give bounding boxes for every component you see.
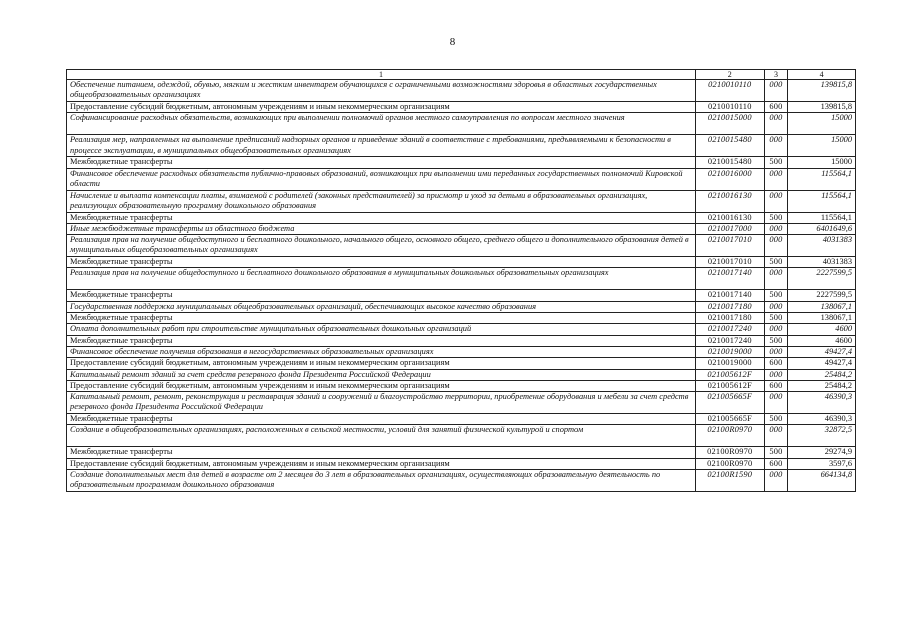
table-row bbox=[67, 268, 856, 290]
row-name: Межбюджетные трансферты bbox=[67, 313, 696, 324]
row-code: 0210017140 bbox=[695, 290, 764, 301]
table-row bbox=[67, 290, 856, 301]
column-header-4: 4 bbox=[788, 70, 856, 80]
row-code: 0210016130 bbox=[695, 190, 764, 212]
table-row bbox=[67, 257, 856, 268]
row-type: 500 bbox=[764, 335, 788, 346]
row-type: 000 bbox=[764, 113, 788, 135]
row-amount: 138067,1 bbox=[788, 301, 856, 312]
row-type: 000 bbox=[764, 470, 788, 492]
row-code: 0210016130 bbox=[695, 212, 764, 223]
row-amount: 115564,1 bbox=[788, 190, 856, 212]
table-row bbox=[67, 392, 856, 414]
table-row bbox=[67, 157, 856, 168]
table-row bbox=[67, 369, 856, 380]
row-name: Начисление и выплата компенсации платы, взимаемой с родителей (законных представителей) за присмотр и уход за детьми в образовательных организациях, реализующих образовательную программу дошкольного образования bbox=[67, 190, 696, 212]
row-amount: 6401649,6 bbox=[788, 223, 856, 234]
row-amount: 139815,8 bbox=[788, 80, 856, 102]
row-code: 0210019000 bbox=[695, 358, 764, 369]
column-header-1: 1 bbox=[67, 70, 696, 80]
row-type: 500 bbox=[764, 157, 788, 168]
table-row bbox=[67, 113, 856, 135]
row-amount: 4600 bbox=[788, 335, 856, 346]
row-name: Реализация прав на получение общедоступного и бесплатного дошкольного образования в муниципальных дошкольных образовательных организациях bbox=[67, 268, 696, 290]
budget-table bbox=[66, 69, 856, 492]
row-amount: 115564,1 bbox=[788, 168, 856, 190]
row-type: 000 bbox=[764, 392, 788, 414]
column-header-2: 2 bbox=[695, 70, 764, 80]
row-name: Межбюджетные трансферты bbox=[67, 257, 696, 268]
row-name: Софинансирование расходных обязательств, возникающих при выполнении полномочий органов местного самоуправления по вопросам местного значения bbox=[67, 113, 696, 135]
row-type: 000 bbox=[764, 301, 788, 312]
row-type: 000 bbox=[764, 80, 788, 102]
row-code: 0210019000 bbox=[695, 346, 764, 357]
row-type: 500 bbox=[764, 257, 788, 268]
row-amount: 49427,4 bbox=[788, 358, 856, 369]
row-type: 000 bbox=[764, 324, 788, 335]
table-row bbox=[67, 212, 856, 223]
row-type: 600 bbox=[764, 458, 788, 469]
row-type: 000 bbox=[764, 168, 788, 190]
table-row bbox=[67, 425, 856, 447]
row-amount: 29274,9 bbox=[788, 447, 856, 458]
row-name: Государственная поддержка муниципальных общеобразовательных организаций, обеспечивающих высокое качество образования bbox=[67, 301, 696, 312]
row-type: 500 bbox=[764, 290, 788, 301]
row-name: Капитальный ремонт, ремонт, реконструкция и реставрация зданий и сооружений и благоустройство территории, приобретение оборудования и мебели за счет средств резервного фонда Президента Российской Федерации bbox=[67, 392, 696, 414]
row-amount: 15000 bbox=[788, 113, 856, 135]
row-amount: 46390,3 bbox=[788, 414, 856, 425]
row-type: 600 bbox=[764, 358, 788, 369]
row-amount: 115564,1 bbox=[788, 212, 856, 223]
row-code: 0210017140 bbox=[695, 268, 764, 290]
row-type: 500 bbox=[764, 414, 788, 425]
table-row bbox=[67, 102, 856, 113]
table-row bbox=[67, 470, 856, 492]
row-code: 0210010110 bbox=[695, 102, 764, 113]
row-code: 0210015000 bbox=[695, 113, 764, 135]
row-code: 021005612F bbox=[695, 380, 764, 391]
row-type: 000 bbox=[764, 425, 788, 447]
row-code: 02100R1590 bbox=[695, 470, 764, 492]
row-amount: 15000 bbox=[788, 135, 856, 157]
row-type: 500 bbox=[764, 447, 788, 458]
row-amount: 664134,8 bbox=[788, 470, 856, 492]
row-name: Оплата дополнительных работ при строительстве муниципальных образовательных дошкольных организаций bbox=[67, 324, 696, 335]
table-row bbox=[67, 80, 856, 102]
row-type: 000 bbox=[764, 268, 788, 290]
row-code: 0210017240 bbox=[695, 324, 764, 335]
table-row bbox=[67, 324, 856, 335]
table-row bbox=[67, 235, 856, 257]
row-code: 0210017010 bbox=[695, 235, 764, 257]
row-name: Финансовое обеспечение расходных обязательств публично-правовых образований, возникающих при выполнении ими переданных государственных полномочий Кировской области bbox=[67, 168, 696, 190]
row-name: Предоставление субсидий бюджетным, автономным учреждениям и иным некоммерческим организациям bbox=[67, 458, 696, 469]
row-type: 000 bbox=[764, 346, 788, 357]
row-code: 0210017010 bbox=[695, 257, 764, 268]
row-amount: 4031383 bbox=[788, 257, 856, 268]
row-amount: 4031383 bbox=[788, 235, 856, 257]
row-type: 000 bbox=[764, 223, 788, 234]
row-name: Межбюджетные трансферты bbox=[67, 212, 696, 223]
row-name: Создание дополнительных мест для детей в возрасте от 2 месяцев до 3 лет в образовательных организациях, осуществляющих образовательную деятельность по образовательным программам дошкольного образования bbox=[67, 470, 696, 492]
row-amount: 25484,2 bbox=[788, 380, 856, 391]
row-type: 600 bbox=[764, 380, 788, 391]
row-name: Создание в общеобразовательных организациях, расположенных в сельской местности, условий для занятий физической культурой и спортом bbox=[67, 425, 696, 447]
row-type: 500 bbox=[764, 313, 788, 324]
table-row bbox=[67, 168, 856, 190]
row-code: 0210015480 bbox=[695, 157, 764, 168]
row-amount: 25484,2 bbox=[788, 369, 856, 380]
table-row bbox=[67, 447, 856, 458]
row-amount: 15000 bbox=[788, 157, 856, 168]
row-code: 0210017180 bbox=[695, 301, 764, 312]
row-amount: 32872,5 bbox=[788, 425, 856, 447]
row-code: 021005612F bbox=[695, 369, 764, 380]
row-name: Предоставление субсидий бюджетным, автономным учреждениям и иным некоммерческим организациям bbox=[67, 380, 696, 391]
row-name: Капитальный ремонт зданий за счет средств резервного фонда Президента Российской Федерации bbox=[67, 369, 696, 380]
row-type: 000 bbox=[764, 190, 788, 212]
row-type: 000 bbox=[764, 369, 788, 380]
row-amount: 139815,8 bbox=[788, 102, 856, 113]
table-row bbox=[67, 346, 856, 357]
table-body bbox=[67, 70, 856, 492]
table-row bbox=[67, 458, 856, 469]
table-header-row bbox=[67, 70, 856, 80]
row-name: Предоставление субсидий бюджетным, автономным учреждениям и иным некоммерческим организациям bbox=[67, 102, 696, 113]
row-amount: 4600 bbox=[788, 324, 856, 335]
row-name: Межбюджетные трансферты bbox=[67, 290, 696, 301]
row-name: Межбюджетные трансферты bbox=[67, 414, 696, 425]
table-row bbox=[67, 190, 856, 212]
table-row bbox=[67, 414, 856, 425]
row-amount: 2227599,5 bbox=[788, 268, 856, 290]
row-code: 0210016000 bbox=[695, 168, 764, 190]
row-name: Межбюджетные трансферты bbox=[67, 335, 696, 346]
row-name: Иные межбюджетные трансферты из областного бюджета bbox=[67, 223, 696, 234]
row-name: Межбюджетные трансферты bbox=[67, 157, 696, 168]
row-code: 02100R0970 bbox=[695, 447, 764, 458]
row-code: 0210010110 bbox=[695, 80, 764, 102]
row-code: 0210017000 bbox=[695, 223, 764, 234]
table-row bbox=[67, 335, 856, 346]
row-amount: 2227599,5 bbox=[788, 290, 856, 301]
table-row bbox=[67, 358, 856, 369]
row-code: 021005665F bbox=[695, 414, 764, 425]
table-row bbox=[67, 135, 856, 157]
table-row bbox=[67, 313, 856, 324]
row-name: Предоставление субсидий бюджетным, автономным учреждениям и иным некоммерческим организациям bbox=[67, 358, 696, 369]
row-code: 02100R0970 bbox=[695, 458, 764, 469]
row-code: 0210017240 bbox=[695, 335, 764, 346]
row-name: Реализация мер, направленных на выполнение предписаний надзорных органов и приведение зданий в соответствие с требованиями, предъявляемыми к безопасности в процессе эксплуатации, в муниципальных общеобразовательных организациях bbox=[67, 135, 696, 157]
row-name: Обеспечение питанием, одеждой, обувью, мягким и жестким инвентарем обучающихся с ограниченными возможностями здоровья в областных государственных общеобразовательных организациях bbox=[67, 80, 696, 102]
row-code: 021005665F bbox=[695, 392, 764, 414]
row-amount: 138067,1 bbox=[788, 313, 856, 324]
table-row bbox=[67, 301, 856, 312]
row-code: 0210015480 bbox=[695, 135, 764, 157]
row-type: 000 bbox=[764, 135, 788, 157]
row-type: 500 bbox=[764, 212, 788, 223]
column-header-3: 3 bbox=[764, 70, 788, 80]
row-name: Реализация прав на получение общедоступного и бесплатного дошкольного, начального общего, основного общего, среднего общего и дополнительного образования детей в муниципальных общеобразовательных организациях bbox=[67, 235, 696, 257]
row-name: Межбюджетные трансферты bbox=[67, 447, 696, 458]
table-row bbox=[67, 380, 856, 391]
row-amount: 49427,4 bbox=[788, 346, 856, 357]
page-number: 8 bbox=[449, 36, 456, 48]
row-code: 0210017180 bbox=[695, 313, 764, 324]
row-amount: 3597,6 bbox=[788, 458, 856, 469]
row-name: Финансовое обеспечение получения образования в негосударственных образовательных организациях bbox=[67, 346, 696, 357]
table-row bbox=[67, 223, 856, 234]
row-code: 02100R0970 bbox=[695, 425, 764, 447]
row-type: 000 bbox=[764, 235, 788, 257]
row-type: 600 bbox=[764, 102, 788, 113]
row-amount: 46390,3 bbox=[788, 392, 856, 414]
